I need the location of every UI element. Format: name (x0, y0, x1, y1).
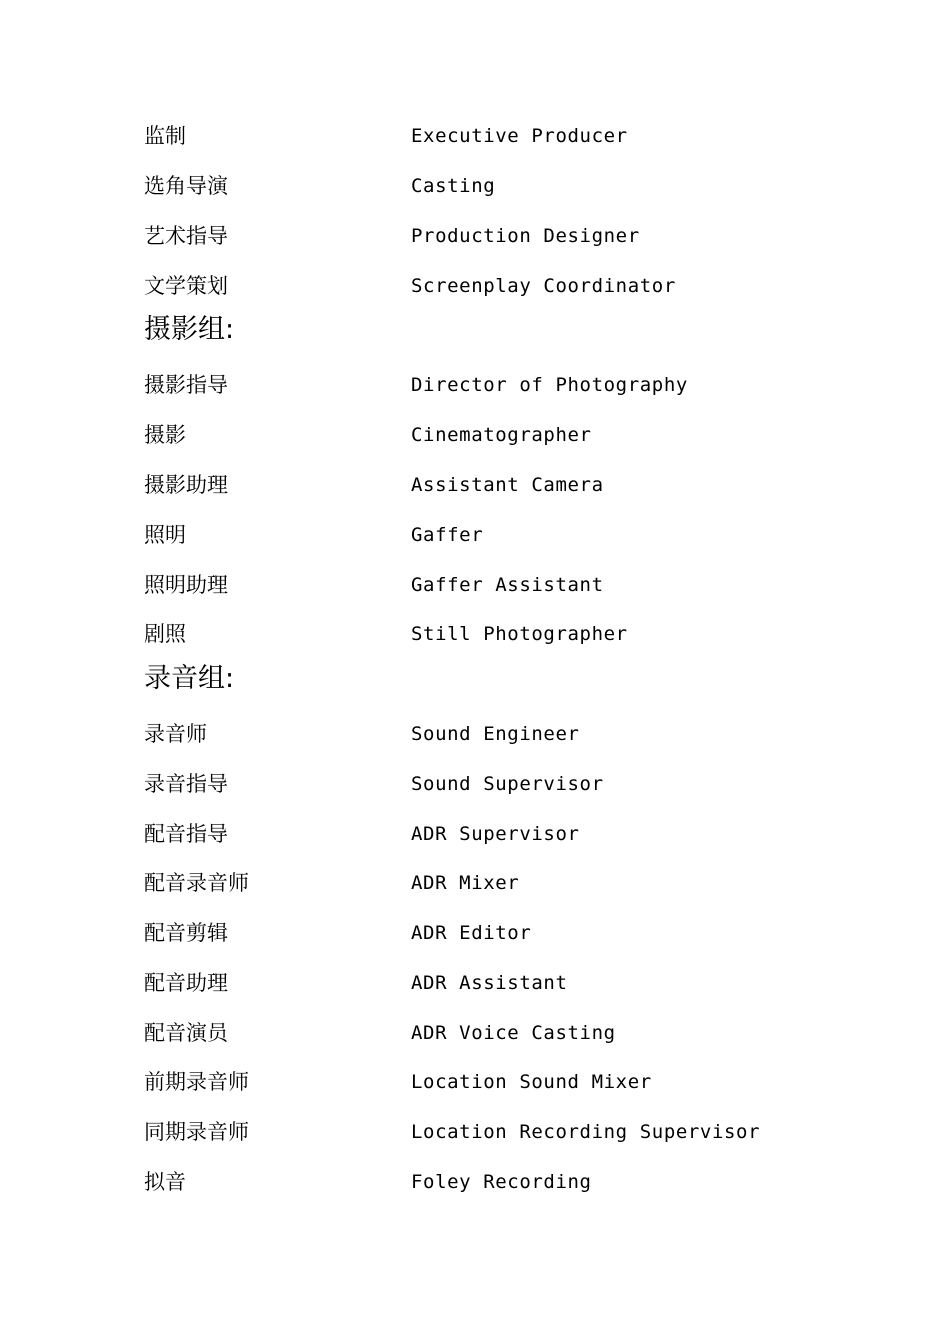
section-heading-camera: 摄影组: (144, 314, 235, 345)
term-row (0, 570, 950, 600)
term-row (0, 769, 950, 799)
term-chinese: 监制 (144, 124, 186, 148)
term-chinese: 配音指导 (144, 822, 228, 846)
term-english: Location Recording Supervisor (411, 1121, 761, 1143)
term-chinese: 同期录音师 (144, 1120, 249, 1144)
term-row (0, 819, 950, 849)
term-chinese: 照明助理 (144, 573, 228, 597)
term-english: Cinematographer (411, 424, 592, 446)
term-english: Location Sound Mixer (411, 1071, 652, 1093)
term-chinese: 配音剪辑 (144, 921, 228, 945)
term-row (0, 221, 950, 251)
term-chinese: 剧照 (144, 622, 186, 646)
term-chinese: 录音指导 (144, 772, 228, 796)
term-chinese: 前期录音师 (144, 1070, 249, 1094)
term-english: ADR Assistant (411, 972, 568, 994)
term-row (0, 719, 950, 749)
term-english: Director of Photography (411, 374, 688, 396)
term-chinese: 文学策划 (144, 274, 228, 298)
term-row (0, 520, 950, 550)
term-english: Sound Supervisor (411, 773, 604, 795)
term-english: ADR Voice Casting (411, 1022, 616, 1044)
term-row (0, 1067, 950, 1097)
term-chinese: 配音演员 (144, 1021, 228, 1045)
section-heading-sound: 录音组: (144, 663, 235, 694)
term-chinese: 照明 (144, 523, 186, 547)
term-chinese: 选角导演 (144, 174, 228, 198)
term-english: Still Photographer (411, 623, 628, 645)
term-row (0, 619, 950, 649)
term-chinese: 配音助理 (144, 971, 228, 995)
term-english: Production Designer (411, 225, 640, 247)
term-english: Gaffer (411, 524, 484, 546)
term-chinese: 配音录音师 (144, 871, 249, 895)
term-english: Screenplay Coordinator (411, 275, 676, 297)
term-english: Casting (411, 175, 496, 197)
term-english: Sound Engineer (411, 723, 580, 745)
term-row (0, 1018, 950, 1048)
term-row (0, 470, 950, 500)
term-chinese: 拟音 (144, 1170, 186, 1194)
term-english: ADR Supervisor (411, 823, 580, 845)
term-row (0, 121, 950, 151)
term-chinese: 摄影指导 (144, 373, 228, 397)
term-chinese: 艺术指导 (144, 224, 228, 248)
term-row (0, 370, 950, 400)
term-english: ADR Editor (411, 922, 532, 944)
term-chinese: 摄影 (144, 423, 186, 447)
term-row (0, 171, 950, 201)
term-row (0, 918, 950, 948)
term-row (0, 868, 950, 898)
term-row (0, 968, 950, 998)
term-english: Assistant Camera (411, 474, 604, 496)
term-row (0, 420, 950, 450)
term-english: Foley Recording (411, 1171, 592, 1193)
term-english: Executive Producer (411, 125, 628, 147)
term-chinese: 摄影助理 (144, 473, 228, 497)
term-english: ADR Mixer (411, 872, 520, 894)
term-row (0, 1117, 950, 1147)
term-row (0, 1167, 950, 1197)
term-row (0, 271, 950, 301)
term-english: Gaffer Assistant (411, 574, 604, 596)
term-chinese: 录音师 (144, 722, 207, 746)
